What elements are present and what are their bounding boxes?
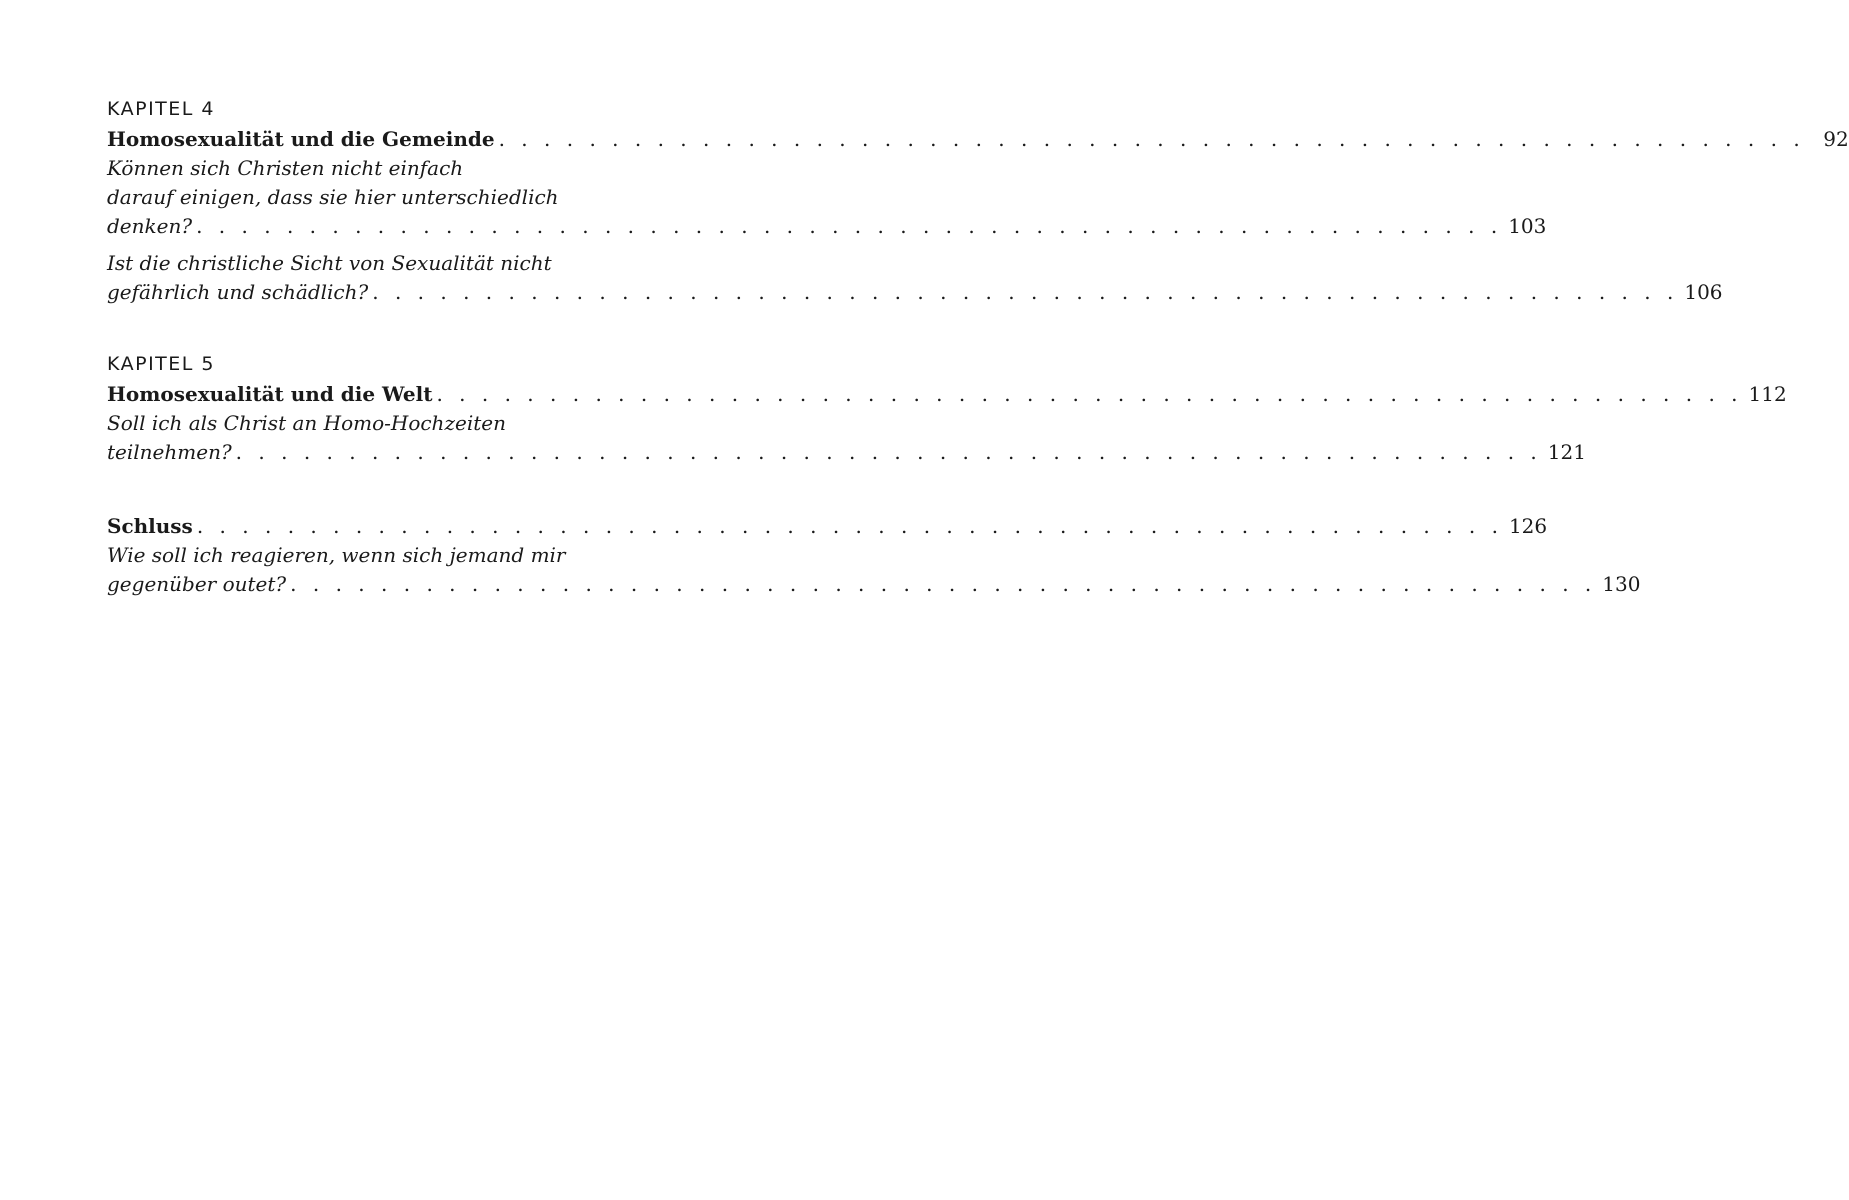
dot-leader: . . . . . . . . . . . . . . . . . . . . . . . . . . . . . . . . . . . . . . . . . . . . . . . . . . . . . . . . . . — [196, 214, 1503, 238]
conclusion-question-1-line-2: gegenüber outet? — [107, 572, 287, 596]
chapter-4-label: KAPITEL 4 — [107, 98, 216, 120]
dot-leader: . . . . . . . . . . . . . . . . . . . . . . . . . . . . . . . . . . . . . . . . . . . . . . . . . . . . . . . . . . — [436, 382, 1743, 406]
conclusion-question-1-line-1: Wie soll ich reagieren, wenn sich jemand mir — [107, 543, 566, 567]
conclusion-title: Schluss — [107, 514, 193, 538]
chapter-4-question-2-line-2: gefährlich und schädlich? — [107, 280, 369, 304]
conclusion-section — [107, 511, 1641, 599]
conclusion-title-entry — [107, 511, 1548, 541]
chapter-4-question-1-line-1: Können sich Christen nicht einfach — [107, 156, 464, 180]
dot-leader: . . . . . . . . . . . . . . . . . . . . . . . . . . . . . . . . . . . . . . . . . . . . . . . . . . . . . . . . . . — [235, 440, 1542, 464]
chapter-5-title-entry — [107, 379, 1787, 409]
dot-leader: . . . . . . . . . . . . . . . . . . . . . . . . . . . . . . . . . . . . . . . . . . . . . . . . . . . . . . . . . . — [498, 127, 1805, 151]
dot-leader: . . . . . . . . . . . . . . . . . . . . . . . . . . . . . . . . . . . . . . . . . . . . . . . . . . . . . . . . . . — [196, 514, 1503, 538]
chapter-4-question-1-line-2: darauf einigen, dass sie hier unterschiedlich — [107, 185, 559, 209]
chapter-4-title: Homosexualität und die Gemeinde — [107, 127, 495, 151]
dot-leader: . . . . . . . . . . . . . . . . . . . . . . . . . . . . . . . . . . . . . . . . . . . . . . . . . . . . . . . . . . — [372, 280, 1679, 304]
conclusion-question-1-last-line — [107, 570, 1641, 599]
chapter-5-question-1-last-line — [107, 438, 1586, 467]
chapter-4-question-1 — [107, 154, 1547, 241]
chapter-5-question-1-page: 121 — [1547, 440, 1586, 464]
chapter-4-question-1-line-3: denken? — [107, 214, 193, 238]
chapter-4-question-2-page: 106 — [1684, 280, 1723, 304]
table-of-contents — [107, 96, 1849, 643]
chapter-4-question-2-last-line — [107, 278, 1723, 307]
chapter-5-question-1 — [107, 409, 1586, 467]
chapter-4-question-1-last-line — [107, 212, 1547, 241]
chapter-4-question-2-line-1: Ist die christliche Sicht von Sexualität nicht — [107, 251, 552, 275]
chapter-5-title-page: 112 — [1748, 382, 1787, 406]
chapter-5-question-1-line-1: Soll ich als Christ an Homo-Hochzeiten — [107, 411, 506, 435]
conclusion-question-1-page: 130 — [1602, 572, 1641, 596]
chapter-5-section — [107, 351, 1787, 467]
chapter-4-title-entry — [107, 124, 1849, 154]
chapter-5-question-1-line-2: teilnehmen? — [107, 440, 232, 464]
dot-leader: . . . . . . . . . . . . . . . . . . . . . . . . . . . . . . . . . . . . . . . . . . . . . . . . . . . . . . . . . . — [290, 572, 1597, 596]
chapter-4-section — [107, 96, 1849, 307]
chapter-4-question-1-page: 103 — [1508, 214, 1547, 238]
chapter-5-title: Homosexualität und die Welt — [107, 382, 433, 406]
conclusion-question-1 — [107, 541, 1641, 599]
chapter-5-label: KAPITEL 5 — [107, 353, 216, 375]
chapter-4-question-2 — [107, 249, 1723, 307]
conclusion-title-page: 126 — [1508, 514, 1548, 538]
chapter-4-title-page: 92 — [1823, 127, 1849, 151]
